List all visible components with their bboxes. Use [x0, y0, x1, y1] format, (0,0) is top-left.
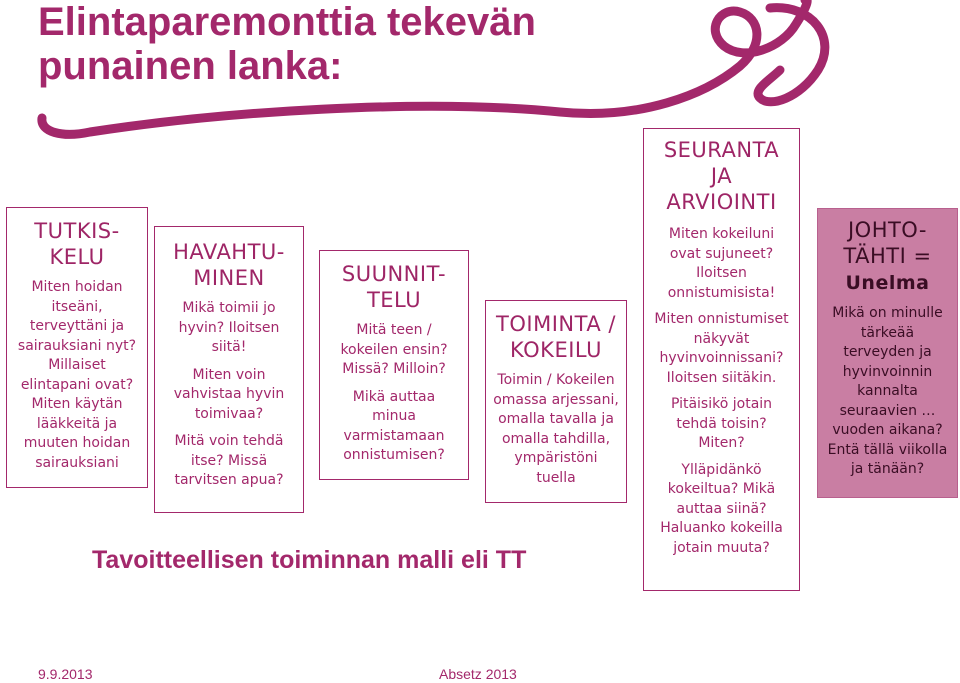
title-line-1: Elintaparemonttia tekevän: [38, 0, 536, 44]
model-tagline: Tavoitteellisen toiminnan malli eli TT: [92, 546, 527, 574]
seuranta-para-2: Miten onnistumiset näkyvät hyvinvoinnissani? Iloitsen siitäkin.: [654, 311, 789, 386]
box-tutkiskelu-text: Miten hoidan itseäni, terveyttäni ja sairauksiani nyt? Millaiset elintapani ovat? Miten käytän lääkkeitä ja muuten hoidan sairauksiani: [17, 279, 137, 471]
box-johtotahti: [817, 208, 958, 498]
box-johtotahti-text: Mikä on minulle tärkeää terveyden ja hyvinvoinnin kannalta seuraavien … vuoden aikana? Entä tällä viikolla ja tänään?: [827, 305, 948, 477]
box-suunnittelu: [319, 250, 469, 480]
red-thread-line: [42, 0, 807, 134]
title-line-2: punainen lanka:: [38, 44, 343, 88]
footer-date: 9.9.2013: [38, 666, 93, 682]
box-seuranta-heading: SEURANTA JA ARVIOINTI: [663, 138, 780, 214]
seuranta-para-1: Miten kokeiluni ovat sujuneet? Iloitsen onnistumisista!: [667, 226, 776, 301]
unelma-label: Unelma: [845, 272, 930, 294]
box-suunnittelu-text: Mitä teen / kokeilen ensin? Missä? Milloin? Mikä auttaa minua varmistamaan onnistumisen?: [340, 322, 448, 463]
box-seuranta: [643, 128, 800, 591]
footer-author: Absetz 2013: [439, 666, 517, 682]
box-suunnittelu-heading: SUUNNIT- TELU: [341, 262, 447, 312]
box-tutkiskelu: [6, 207, 148, 488]
box-havahtuminen-text: Mikä toimii jo hyvin? Iloitsen siitä! Miten voin vahvistaa hyvin toimivaa? Mitä voin tehdä itse? Missä tarvitsen apua?: [173, 300, 285, 488]
box-havahtuminen: [154, 226, 304, 513]
box-johtotahti-heading: JOHTO- TÄHTI = Unelma: [843, 218, 932, 294]
box-seuranta-text: [650, 225, 793, 558]
box-toiminta: [485, 300, 627, 503]
box-tutkiskelu-heading: TUTKIS- KELU: [34, 219, 120, 269]
box-toiminta-text: Toimin / Kokeilen omassa arjessani, omalla tavalla ja omalla tahdilla, ympäristöni tuella: [493, 372, 619, 486]
seuranta-para-4: Ylläpidänkö kokeiltua? Mikä auttaa siinä? Haluanko kokeilla jotain muuta?: [660, 461, 783, 556]
seuranta-para-3: Pitäisikö jotain tehdä toisin? Miten?: [670, 396, 773, 451]
box-toiminta-heading: TOIMINTA / KOKEILU: [496, 312, 616, 362]
red-thread-loop: [758, 8, 825, 102]
box-havahtuminen-heading: HAVAHTU- MINEN: [173, 240, 285, 290]
